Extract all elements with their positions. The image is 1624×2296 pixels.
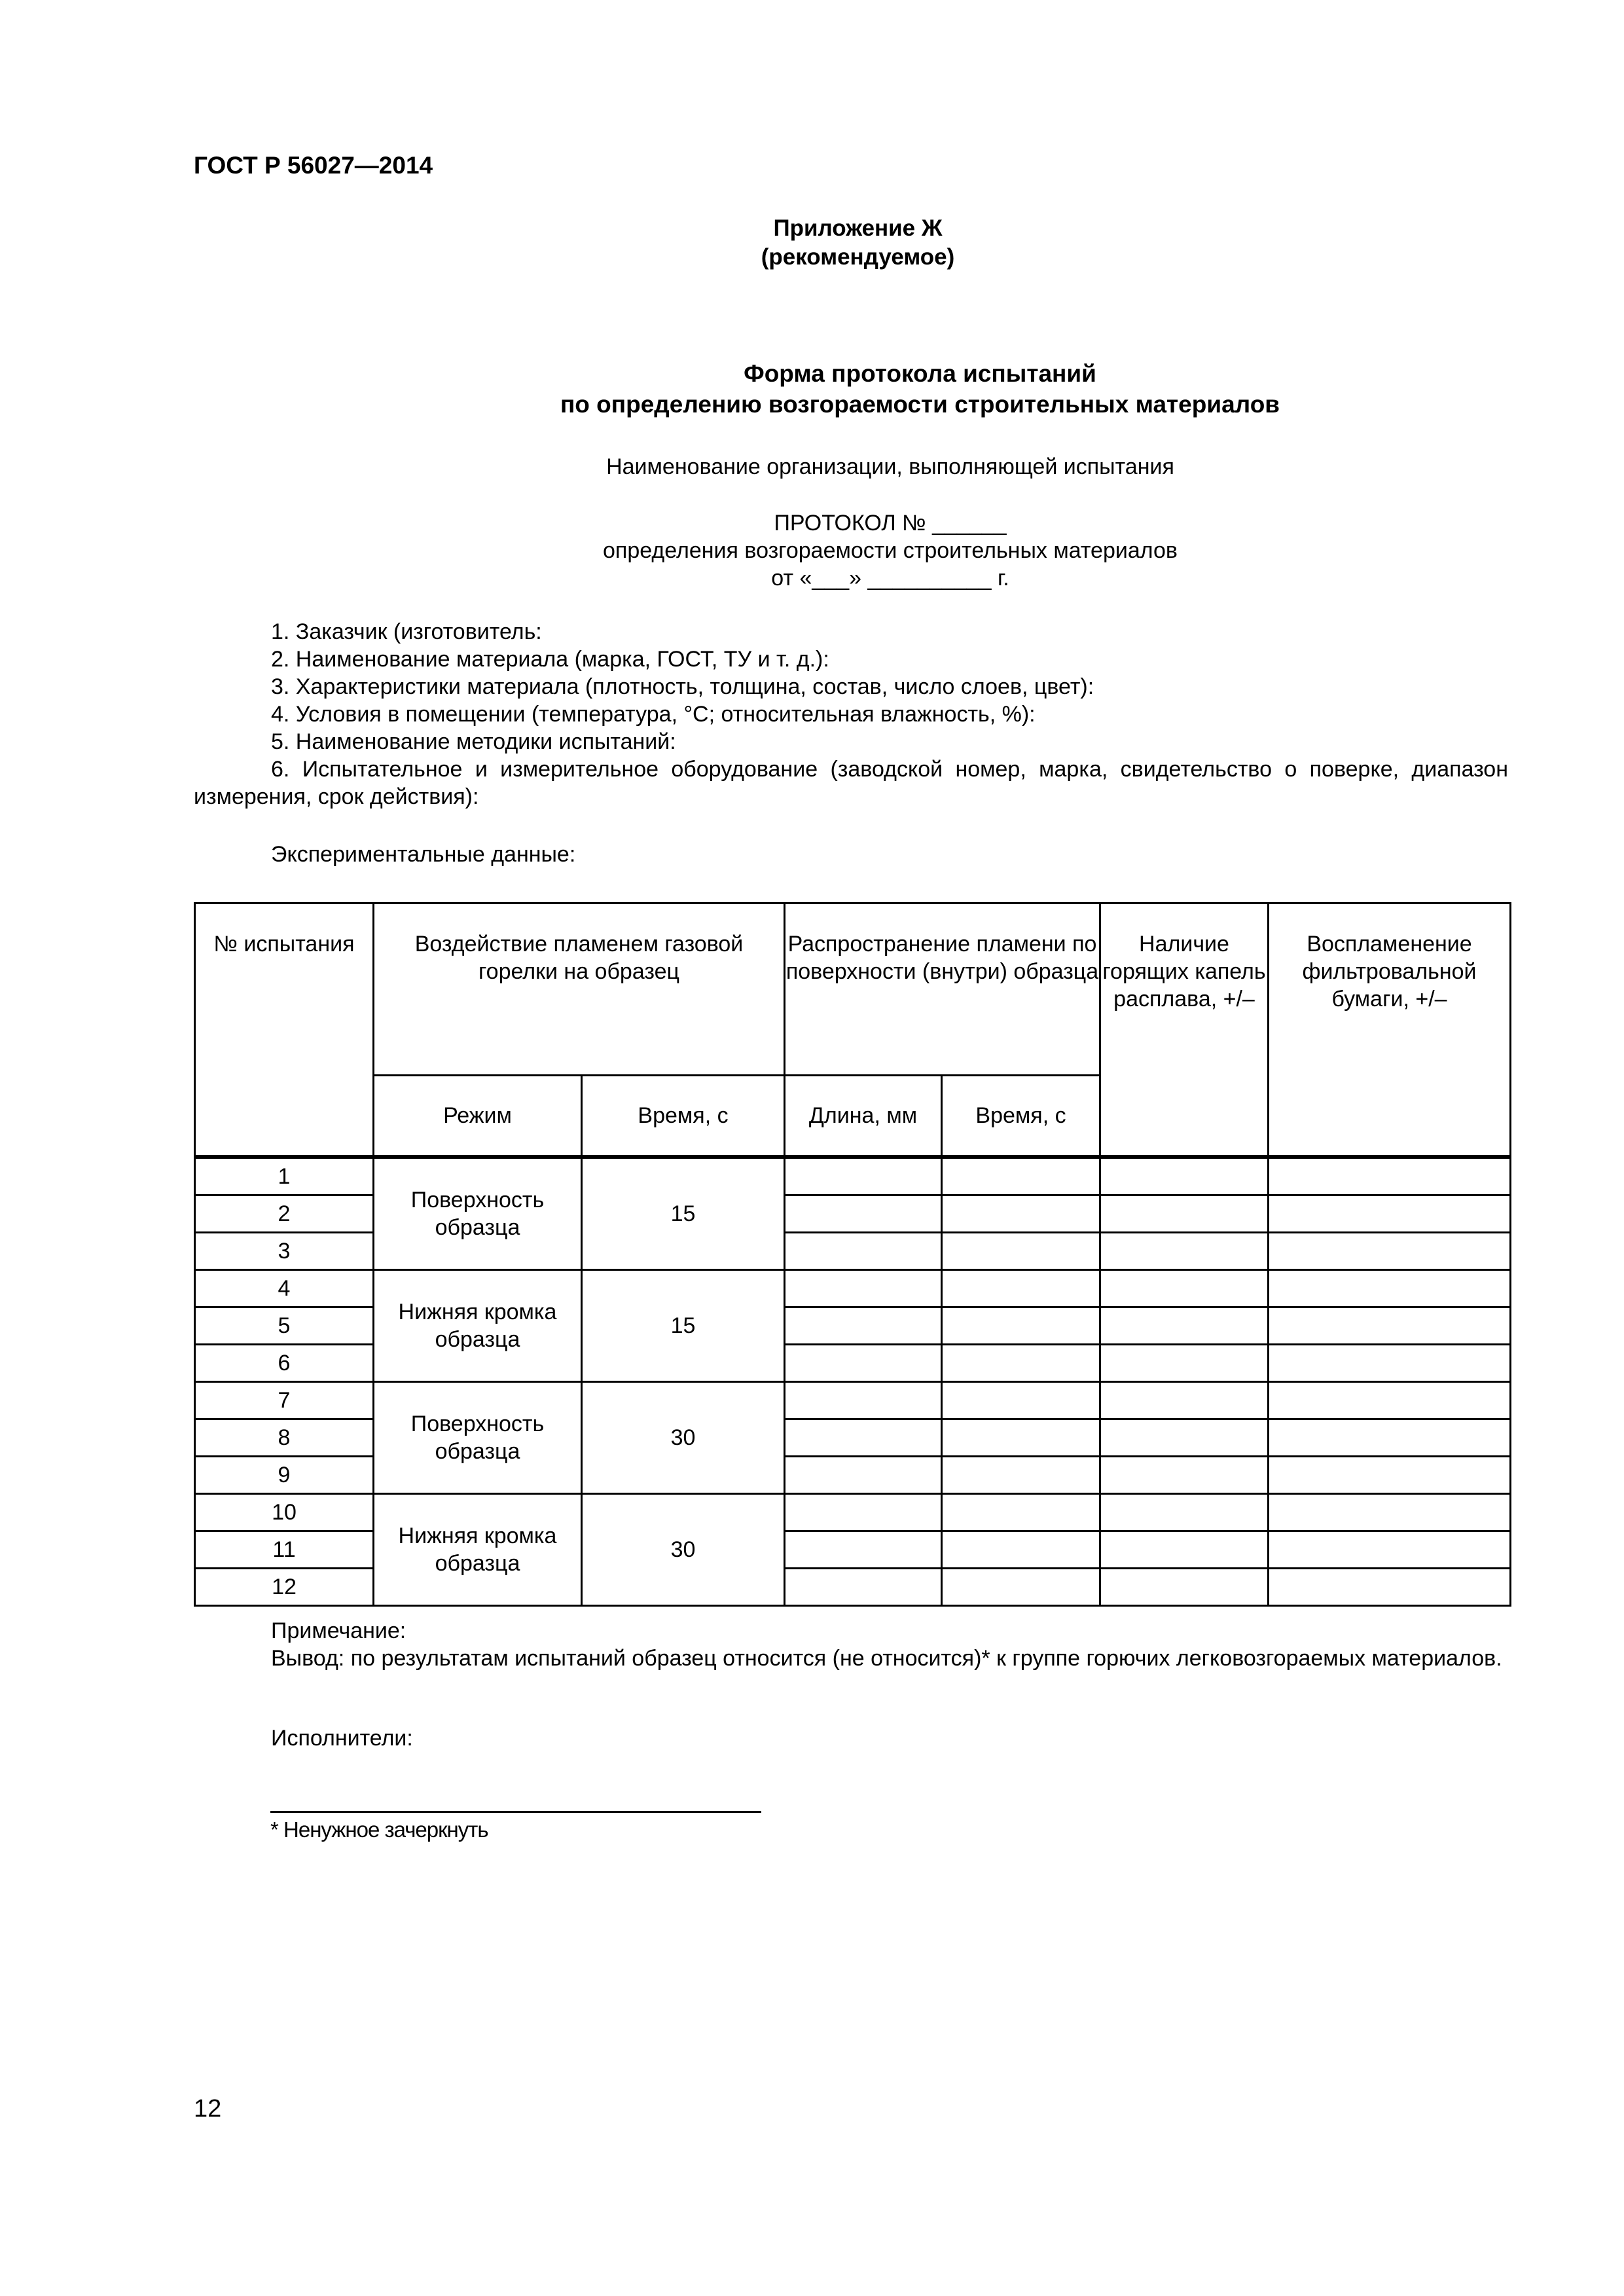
table-body (195, 1158, 1511, 1606)
footnote-rule (270, 1811, 761, 1813)
item-material-name: 2. Наименование материала (марка, ГОСТ, ТУ и т. д.): (271, 647, 829, 672)
test-number-cell: 4 (195, 1270, 374, 1307)
empty-cell (1100, 1233, 1269, 1270)
empty-cell (785, 1457, 942, 1494)
performers-label: Исполнители: (271, 1726, 413, 1751)
test-number-cell: 11 (195, 1531, 374, 1569)
performers-block (194, 1724, 1508, 1752)
test-number-cell: 1 (195, 1158, 374, 1195)
empty-cell (1269, 1382, 1511, 1419)
item-test-method: 5. Наименование методики испытаний: (271, 729, 676, 754)
annex-title: Приложение Ж (773, 215, 943, 241)
empty-cell (942, 1233, 1100, 1270)
empty-cell (942, 1270, 1100, 1307)
empty-cell (1269, 1531, 1511, 1569)
test-number-cell: 2 (195, 1195, 374, 1233)
header-burning-drops: Наличие горящих капель расплава, +/– (1100, 903, 1269, 1156)
empty-cell (1100, 1457, 1269, 1494)
empty-cell (942, 1531, 1100, 1569)
table-row (195, 1270, 1511, 1307)
empty-cell (942, 1195, 1100, 1233)
header-spread-time: Время, с (942, 1076, 1100, 1156)
empty-cell (942, 1382, 1100, 1419)
item-material-characteristics: 3. Характеристики материала (плотность, толщина, состав, число слоев, цвет): (271, 674, 1094, 699)
empty-cell (1269, 1307, 1511, 1345)
empty-cell (785, 1270, 942, 1307)
empty-cell (942, 1307, 1100, 1345)
empty-cell (1100, 1494, 1269, 1531)
empty-cell (785, 1233, 942, 1270)
test-number-cell: 8 (195, 1419, 374, 1457)
notes-block (194, 1617, 1508, 1672)
annex-status: (рекомендуемое) (761, 244, 955, 270)
empty-cell (942, 1158, 1100, 1195)
empty-cell (1100, 1195, 1269, 1233)
experimental-data-label (194, 841, 1508, 868)
form-title-line1: Форма протокола испытаний (744, 360, 1096, 387)
empty-cell (1100, 1158, 1269, 1195)
empty-cell (1269, 1233, 1511, 1270)
empty-cell (1269, 1195, 1511, 1233)
test-number-cell: 3 (195, 1233, 374, 1270)
mode-cell: Нижняя кромка образца (374, 1270, 582, 1382)
time-cell: 15 (582, 1158, 785, 1270)
protocol-date: от «___» __________ г. (771, 566, 1009, 591)
header-test-number: № испытания (195, 903, 374, 1156)
empty-cell (785, 1158, 942, 1195)
empty-cell (1100, 1382, 1269, 1419)
header-length: Длина, мм (785, 1076, 942, 1156)
mode-cell: Поверхность образца (374, 1382, 582, 1494)
empty-cell (785, 1195, 942, 1233)
empty-cell (942, 1419, 1100, 1457)
empty-cell (1100, 1569, 1269, 1606)
test-number-cell: 7 (195, 1382, 374, 1419)
protocol-number: ПРОТОКОЛ № ______ (774, 511, 1007, 536)
empty-cell (785, 1419, 942, 1457)
organization-line: Наименование организации, выполняющей испытания (606, 454, 1174, 479)
test-number-cell: 6 (195, 1345, 374, 1382)
header-flame-spread: Распространение пламени по поверхности (внутри) образца (785, 903, 1100, 1076)
protocol-items (194, 618, 1508, 811)
empty-cell (1269, 1345, 1511, 1382)
time-cell: 30 (582, 1382, 785, 1494)
table-row (195, 1158, 1511, 1195)
item-room-conditions: 4. Условия в помещении (температура, °С; относительная влажность, %): (271, 702, 1036, 727)
empty-cell (1100, 1270, 1269, 1307)
mode-cell: Поверхность образца (374, 1158, 582, 1270)
header-mode: Режим (374, 1076, 582, 1156)
time-cell: 15 (582, 1270, 785, 1382)
header-flame-exposure: Воздействие пламенем газовой горелки на образец (374, 903, 785, 1076)
item-equipment: 6. Испытательное и измерительное оборудование (заводской номер, марка, свидетельство о поверке, диапазон измерения, срок действия): (194, 757, 1508, 809)
empty-cell (1100, 1531, 1269, 1569)
protocol-heading (194, 509, 1547, 592)
item-customer: 1. Заказчик (изготовитель: (271, 619, 542, 644)
empty-cell (785, 1345, 942, 1382)
conclusion-text: Вывод: по результатам испытаний образец относится (не относится)* к группе горючих легковозгораемых материалов. (271, 1646, 1502, 1671)
note-label: Примечание: (271, 1618, 406, 1643)
protocol-subject: определения возгораемости строительных материалов (603, 538, 1178, 563)
empty-cell (1269, 1457, 1511, 1494)
table-row (195, 1494, 1511, 1531)
empty-cell (1269, 1494, 1511, 1531)
test-number-cell: 9 (195, 1457, 374, 1494)
annex-heading (0, 214, 1624, 272)
empty-cell (942, 1569, 1100, 1606)
test-number-cell: 10 (195, 1494, 374, 1531)
header-time: Время, с (582, 1076, 785, 1156)
mode-cell: Нижняя кромка образца (374, 1494, 582, 1606)
empty-cell (942, 1457, 1100, 1494)
page-number: 12 (194, 2095, 222, 2123)
empty-cell (1269, 1419, 1511, 1457)
header-paper-ignition: Воспламенение фильтровальной бумаги, +/– (1269, 903, 1511, 1156)
empty-cell (942, 1345, 1100, 1382)
empty-cell (785, 1531, 942, 1569)
empty-cell (785, 1569, 942, 1606)
empty-cell (942, 1494, 1100, 1531)
form-title-line2: по определению возгораемости строительных материалов (560, 391, 1280, 418)
results-table (194, 902, 1511, 1607)
empty-cell (1269, 1270, 1511, 1307)
test-number-cell: 5 (195, 1307, 374, 1345)
table-row (195, 1382, 1511, 1419)
experimental-data-text: Экспериментальные данные: (271, 842, 576, 867)
test-number-cell: 12 (195, 1569, 374, 1606)
time-cell: 30 (582, 1494, 785, 1606)
empty-cell (785, 1494, 942, 1531)
empty-cell (1100, 1345, 1269, 1382)
footnote: * Ненужное зачеркнуть (270, 1817, 488, 1842)
empty-cell (1269, 1569, 1511, 1606)
empty-cell (1100, 1307, 1269, 1345)
form-title (0, 358, 1624, 420)
empty-cell (1100, 1419, 1269, 1457)
empty-cell (785, 1382, 942, 1419)
empty-cell (1269, 1158, 1511, 1195)
standard-code: ГОСТ Р 56027—2014 (194, 152, 433, 179)
empty-cell (785, 1307, 942, 1345)
